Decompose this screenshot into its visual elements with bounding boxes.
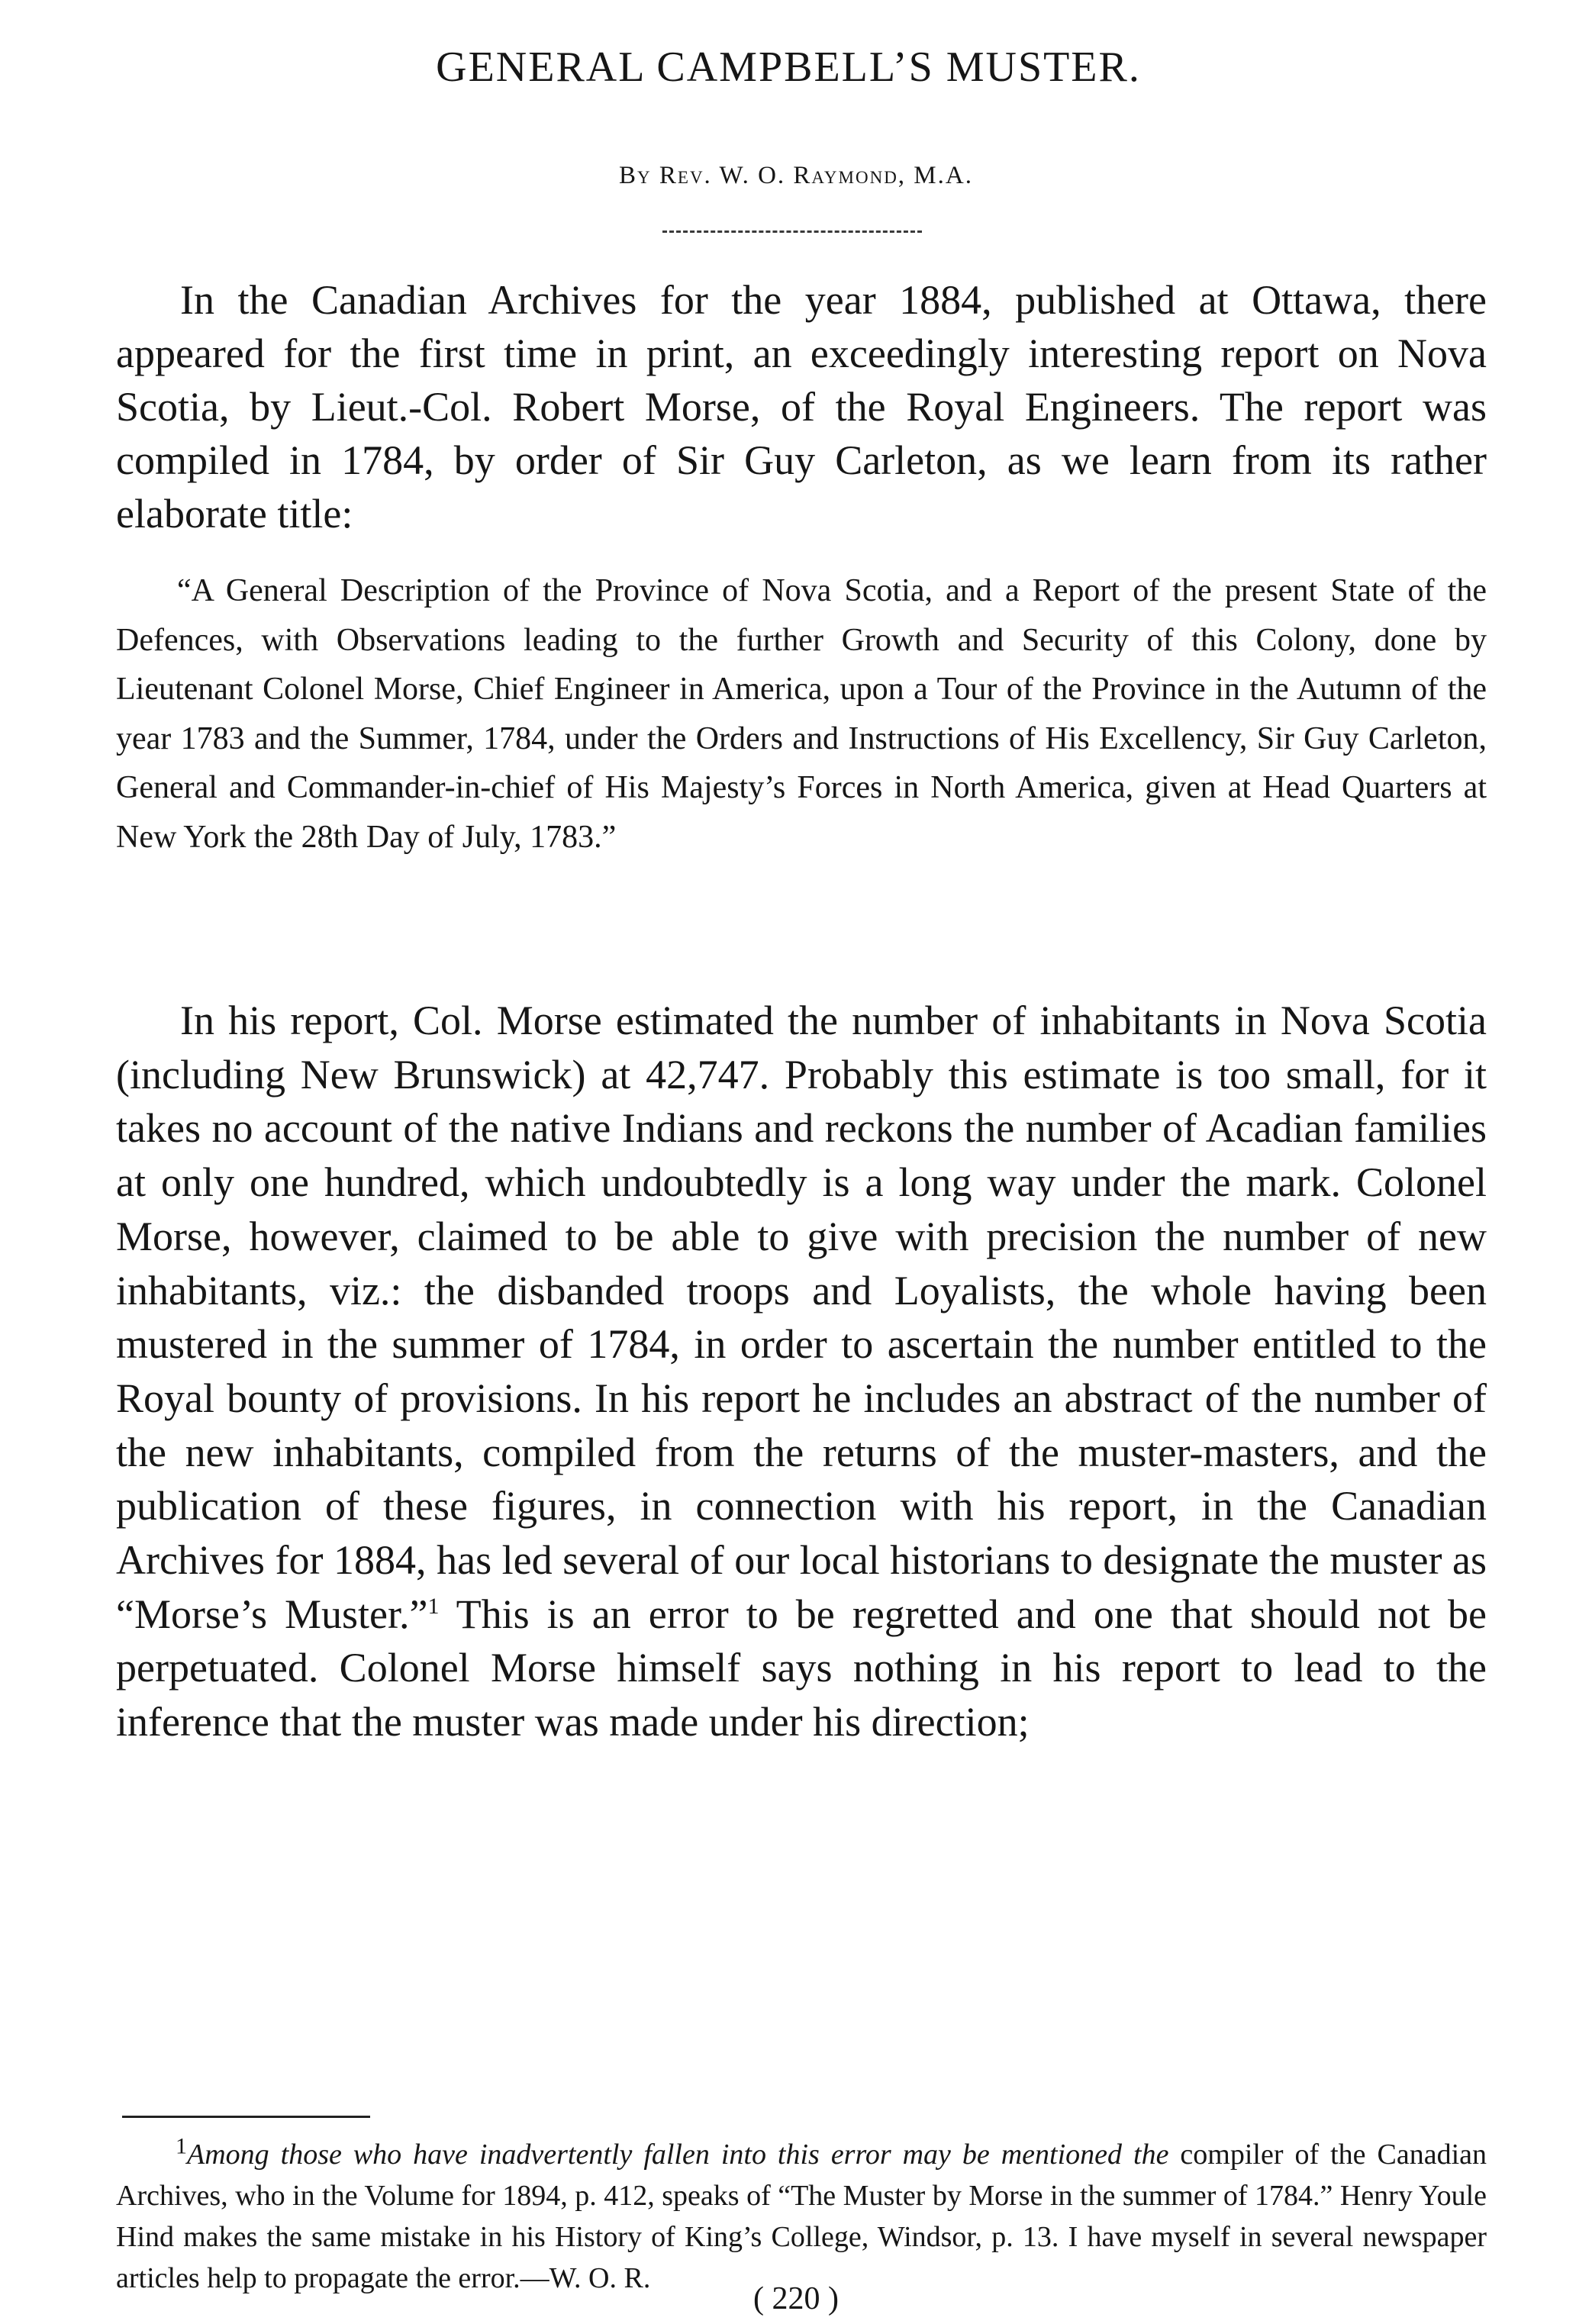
footnote-marker: 1 xyxy=(176,2133,187,2159)
footnote-italic-text: Among those who have inadvertently fallen into this error may be mentioned the xyxy=(187,2139,1169,2171)
paragraph-2-text-b: This is an error to be regretted and one that should not be perpetuated. Colonel Morse himself says nothing in his report to lead to the inference that the muster was made under his direction; xyxy=(116,1591,1487,1745)
footnote-text xyxy=(116,2134,1487,2299)
title-divider xyxy=(662,230,922,233)
paragraph-2 xyxy=(116,994,1487,1749)
opening-paragraph-block xyxy=(116,273,1487,540)
article-title: GENERAL CAMPBELL’S MUSTER. xyxy=(436,44,1141,91)
quoted-report-title: “A General Description of the Province of Nova Scotia, and a Report of the present State of the Defences, with Observations leading to the further Growth and Security of this Colony, done by Lieutenant Colonel Morse, Chief Engineer in America, upon a Tour of the Province in the Autumn of the year 1783 and the Summer, 1784, under the Orders and Instructions of His Excellency, Sir Guy Carleton, General and Commander-in-chief of His Majesty’s Forces in North America, given at Head Quarters at New York the 28th Day of July, 1783.” xyxy=(116,573,1487,855)
paragraph-2-text-a: In his report, Col. Morse estimated the number of inhabitants in Nova Scotia (including New Brunswick) at 42,747. Probably this estimate is too small, for it takes no account of the native Indians and reckons the number of Acadian families at only one hundred, which undoubtedly is a long way under the mark. Colonel Morse, however, claimed to be able to give with precision the number of new inhabitants, viz.: the disbanded troops and Loyalists, the whole having been mustered in the summer of 1784, in order to ascertain the number entitled to the Royal bounty of provisions. In his report he includes an abstract of the number of the new inhabitants, compiled from the returns of the muster-masters, and the publication of these figures, in connection with his report, in the Canadian Archives for 1884, has led several of our local historians to designate the muster as “Morse’s Muster.” xyxy=(116,998,1487,1637)
page-number: ( 220 ) xyxy=(753,2281,839,2316)
second-paragraph-block xyxy=(116,994,1487,1749)
footnote-reference: 1 xyxy=(427,1593,440,1619)
running-head xyxy=(0,44,1592,92)
author-byline: By Rev. W. O. Raymond, M.A. xyxy=(619,162,973,189)
footnote xyxy=(116,2134,1487,2299)
footnote-rest-text: compiler of the Canadian Archives, who in the Volume for 1894, p. 412, speaks of “The Muster by Morse in the summer of 1784.” Henry Youle Hind makes the same mistake in his History of King’s College, Windsor, p. 13. I have myself in several newspaper articles help to propagate the error.—W. O. R. xyxy=(116,2139,1487,2294)
paragraph-1: In the Canadian Archives for the year 1884, published at Ottawa, there appeared for the first time in print, an exceedingly interesting report on Nova Scotia, by Lieut.-Col. Robert Morse, of the Royal Engineers. The report was compiled in 1784, by order of Sir Guy Carleton, as we learn from its rather elaborate title: xyxy=(116,277,1487,537)
footnote-divider xyxy=(122,2116,370,2118)
quoted-title-block xyxy=(116,566,1487,862)
